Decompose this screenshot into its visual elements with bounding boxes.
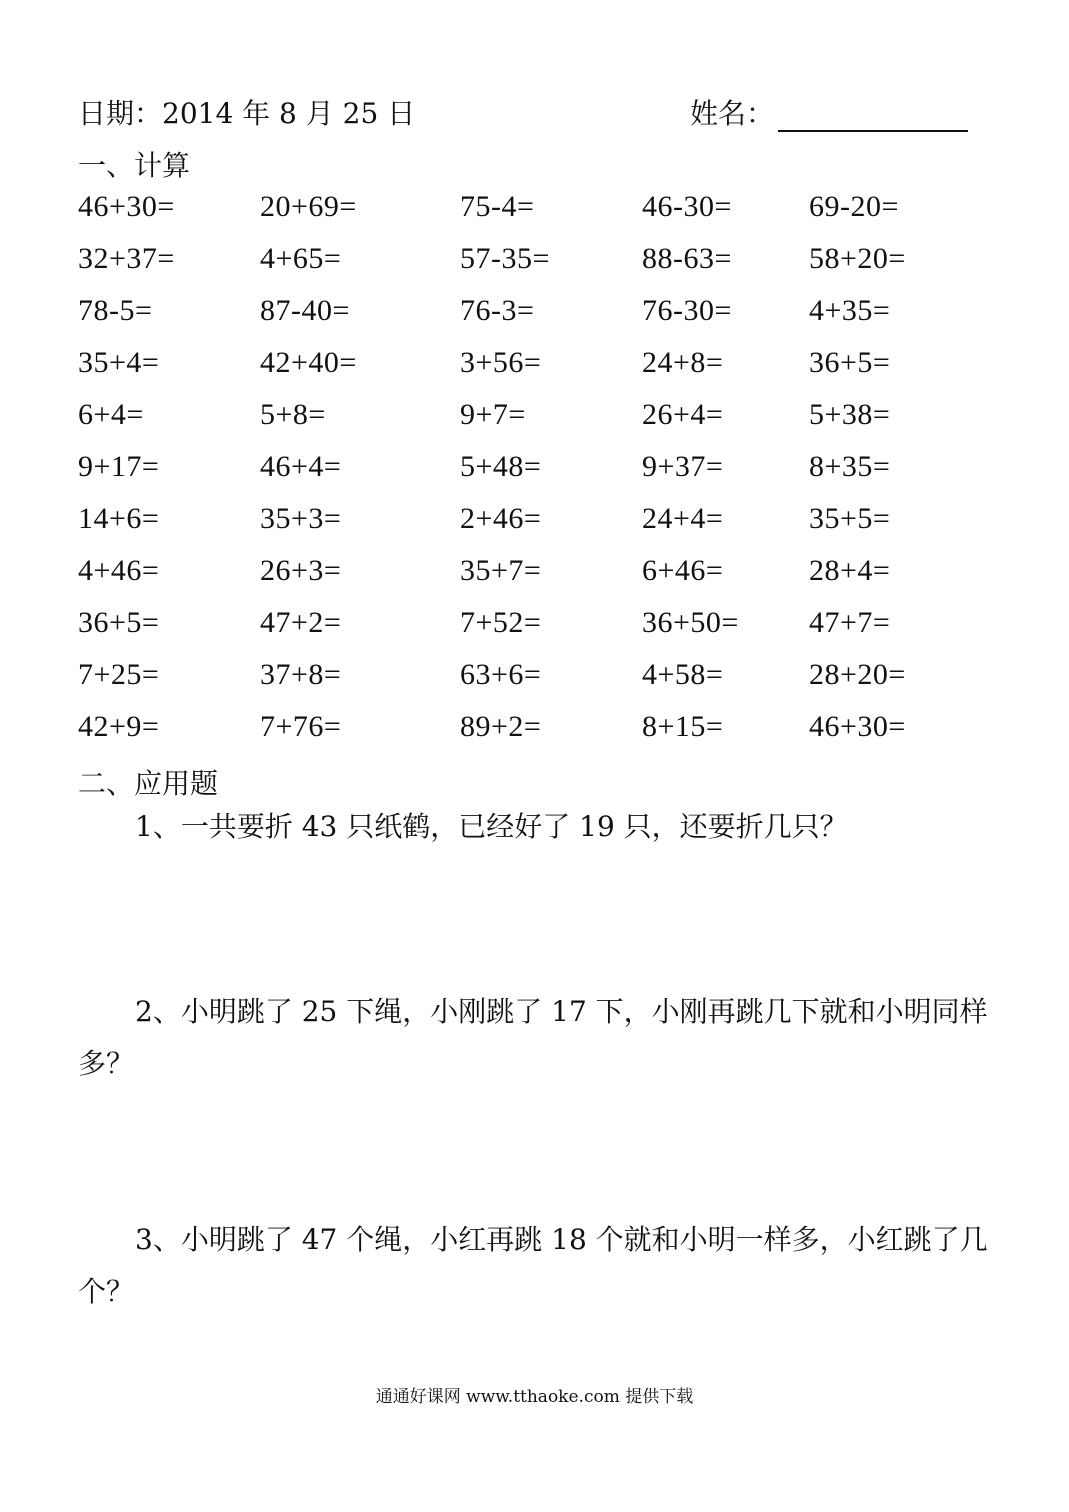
- calc-problem: 24+8=: [642, 346, 724, 379]
- calc-problem: 42+40=: [260, 346, 357, 379]
- calc-problem: 87-40=: [260, 294, 350, 327]
- calc-row: [78, 346, 978, 398]
- calc-problem: 4+46=: [78, 554, 160, 587]
- section-calculation-title: 一、计算: [78, 149, 191, 182]
- calc-problem: 4+58=: [642, 658, 724, 691]
- calc-problem: 2+46=: [460, 502, 542, 535]
- name-label: 姓名：: [690, 97, 775, 130]
- calc-problem: 32+37=: [78, 242, 175, 275]
- calc-problem: 76-3=: [460, 294, 535, 327]
- calc-problem: 42+9=: [78, 710, 160, 743]
- calc-problem: 6+46=: [642, 554, 724, 587]
- calc-row: [78, 710, 978, 762]
- calc-problem: 9+37=: [642, 450, 724, 483]
- calc-row: [78, 502, 978, 554]
- calc-problem: 4+35=: [809, 294, 891, 327]
- calc-row: [78, 450, 978, 502]
- word-problem-2: 2、小明跳了 25 下绳，小刚跳了 17 下，小刚再跳几下就和小明同样多？: [78, 995, 988, 1080]
- calc-problem: 46+30=: [809, 710, 906, 743]
- calc-problem: 14+6=: [78, 502, 160, 535]
- calc-problem: 75-4=: [460, 190, 535, 223]
- calc-problem: 35+5=: [809, 502, 891, 535]
- calc-problem: 8+35=: [809, 450, 891, 483]
- calc-problem: 7+76=: [260, 710, 342, 743]
- calc-row: [78, 242, 978, 294]
- calc-row: [78, 606, 978, 658]
- calc-problem: 3+56=: [460, 346, 542, 379]
- calc-problem: 9+7=: [460, 398, 526, 431]
- calc-problem: 5+38=: [809, 398, 891, 431]
- calc-problem: 76-30=: [642, 294, 732, 327]
- name-blank-line[interactable]: [778, 100, 968, 132]
- calculation-grid: [78, 190, 978, 762]
- calc-problem: 63+6=: [460, 658, 542, 691]
- calc-problem: 37+8=: [260, 658, 342, 691]
- calc-problem: 35+4=: [78, 346, 160, 379]
- date-label: 日期：2014 年 8 月 25 日: [78, 97, 416, 130]
- calc-problem: 46+30=: [78, 190, 175, 223]
- calc-problem: 88-63=: [642, 242, 732, 275]
- calc-row: [78, 398, 978, 450]
- calc-problem: 28+4=: [809, 554, 891, 587]
- calc-problem: 89+2=: [460, 710, 542, 743]
- calc-problem: 36+5=: [78, 606, 160, 639]
- calc-problem: 78-5=: [78, 294, 153, 327]
- calc-problem: 4+65=: [260, 242, 342, 275]
- calc-row: [78, 554, 978, 606]
- calc-problem: 26+3=: [260, 554, 342, 587]
- calc-problem: 36+50=: [642, 606, 739, 639]
- calc-problem: 35+7=: [460, 554, 542, 587]
- worksheet-header: [78, 92, 968, 132]
- calc-problem: 9+17=: [78, 450, 160, 483]
- calc-problem: 6+4=: [78, 398, 144, 431]
- calc-row: [78, 294, 978, 346]
- calc-problem: 20+69=: [260, 190, 357, 223]
- word-problem-3: 3、小明跳了 47 个绳，小红再跳 18 个就和小明一样多，小红跳了几个？: [78, 1223, 988, 1308]
- calc-problem: 46+4=: [260, 450, 342, 483]
- calc-problem: 7+52=: [460, 606, 542, 639]
- calc-problem: 47+2=: [260, 606, 342, 639]
- calc-problem: 47+7=: [809, 606, 891, 639]
- calc-problem: 46-30=: [642, 190, 732, 223]
- calc-row: [78, 658, 978, 710]
- name-field: [690, 92, 968, 132]
- section-application-title: 二、应用题: [78, 767, 219, 800]
- calc-problem: 5+48=: [460, 450, 542, 483]
- calc-problem: 58+20=: [809, 242, 906, 275]
- footer-source-text: 通通好课网 www.tthaoke.com 提供下载: [375, 1387, 694, 1407]
- calc-problem: 69-20=: [809, 190, 899, 223]
- calc-problem: 35+3=: [260, 502, 342, 535]
- calc-problem: 7+25=: [78, 658, 160, 691]
- calc-problem: 26+4=: [642, 398, 724, 431]
- calc-problem: 57-35=: [460, 242, 550, 275]
- calc-problem: 24+4=: [642, 502, 724, 535]
- calc-problem: 36+5=: [809, 346, 891, 379]
- word-problem-1: 1、一共要折 43 只纸鹤，已经好了 19 只，还要折几只？: [135, 810, 848, 843]
- calc-problem: 5+8=: [260, 398, 326, 431]
- calc-problem: 28+20=: [809, 658, 906, 691]
- calc-row: [78, 190, 978, 242]
- calc-problem: 8+15=: [642, 710, 724, 743]
